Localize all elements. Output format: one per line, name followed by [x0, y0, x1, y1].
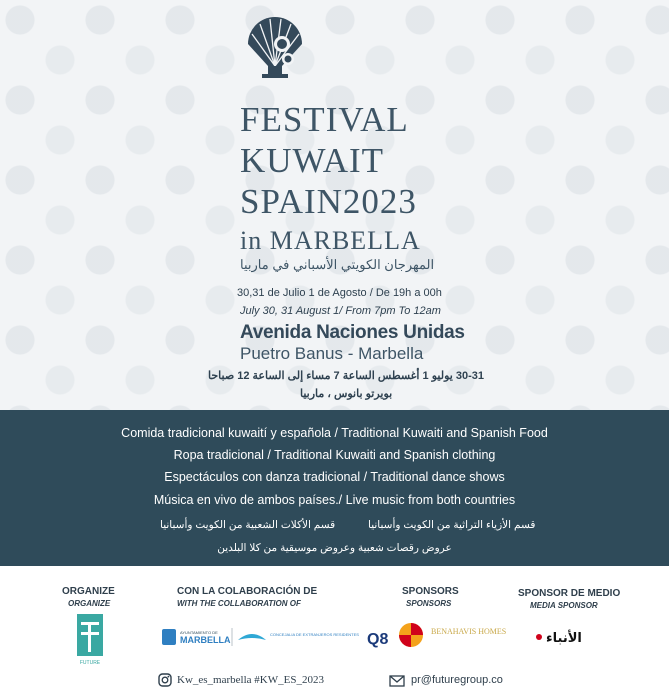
arabic-title: المهرجان الكويتي الأسباني في ماربيا: [240, 257, 435, 272]
arabic-feature-food: قسم الأكلات الشعبية من الكويت وأسبانيا: [160, 519, 336, 531]
consejo-text: CONCEJALIA DE EXTRANJEROS RESIDENTES: [270, 632, 359, 637]
instagram-handle[interactable]: Kw_es_marbella #KW_ES_2023: [177, 674, 324, 686]
fan-logo-icon: [238, 14, 312, 80]
email-link[interactable]: pr@futuregroup.co: [411, 674, 503, 686]
sponsors-footer: [0, 566, 669, 694]
feature-clothing: Ropa tradicional / Traditional Kuwaiti and Spanish clothing: [173, 448, 496, 462]
feature-dance: Espectáculos con danza tradicional / Traditional dance shows: [164, 470, 505, 484]
collab-heading: CON LA COLABORACIÓN DE: [177, 586, 318, 597]
date-spanish: 30,31 de Julio 1 de Agosto / De 19h a 00h: [237, 287, 442, 299]
festival-title-line4: in MARBELLA: [240, 226, 421, 255]
organize-heading: ORGANIZE: [62, 586, 115, 597]
festival-title-line2: KUWAIT: [240, 141, 385, 180]
q8-logo-text: Q8: [367, 631, 389, 648]
sponsors-subheading: SPONSORS: [406, 599, 452, 608]
arabic-place: بويرتو بانوس ، ماربيا: [300, 388, 393, 400]
festival-title-line3: SPAIN2023: [240, 182, 417, 221]
organize-subheading: ORGANIZE: [68, 599, 111, 608]
marbella-text: MARBELLA: [180, 635, 231, 645]
alanba-logo-icon: [534, 626, 594, 648]
instagram-icon[interactable]: [158, 673, 172, 687]
media-sponsor-heading: SPONSOR DE MEDIO: [518, 588, 621, 599]
mail-icon[interactable]: [389, 675, 405, 687]
alanba-logo-text: الأنباء: [546, 631, 582, 646]
future-logo-icon: [75, 614, 105, 670]
ayuntamiento-text: AYUNTAMIENTO DE: [180, 630, 218, 635]
arabic-date: 30-31 يوليو 1 أغسطس الساعة 7 مساء إلى الساعة 12 صباحا: [208, 370, 485, 382]
venue-street: Avenida Naciones Unidas: [240, 322, 465, 343]
arabic-feature-clothing: قسم الأزياء التراثية من الكويت وأسبانيا: [368, 519, 536, 531]
venue-area: Puetro Banus - Marbella: [240, 344, 424, 363]
festival-title-line1: FESTIVAL: [240, 100, 409, 139]
benahavis-logo-text: BENAHAVIS HOMES: [431, 627, 507, 636]
collab-subheading: WITH THE COLLABORATION OF: [177, 599, 301, 608]
future-logo-text: FUTURE: [79, 660, 101, 666]
feature-music: Música en vivo de ambos países./ Live music from both countries: [153, 493, 516, 507]
feature-food: Comida tradicional kuwaití y española / Traditional Kuwaiti and Spanish Food: [121, 426, 548, 440]
sponsors-heading: SPONSORS: [402, 586, 459, 597]
arabic-feature-shows: عروض رقصات شعبية وعروض موسيقية من كلا البلدين: [217, 542, 452, 554]
sponsor-logos: [367, 620, 517, 650]
date-english: July 30, 31 August 1/ From 7pm To 12am: [240, 305, 441, 317]
media-sponsor-subheading: MEDIA SPONSOR: [530, 601, 598, 610]
features-band: [0, 410, 669, 566]
marbella-logo-icon: [162, 626, 359, 648]
